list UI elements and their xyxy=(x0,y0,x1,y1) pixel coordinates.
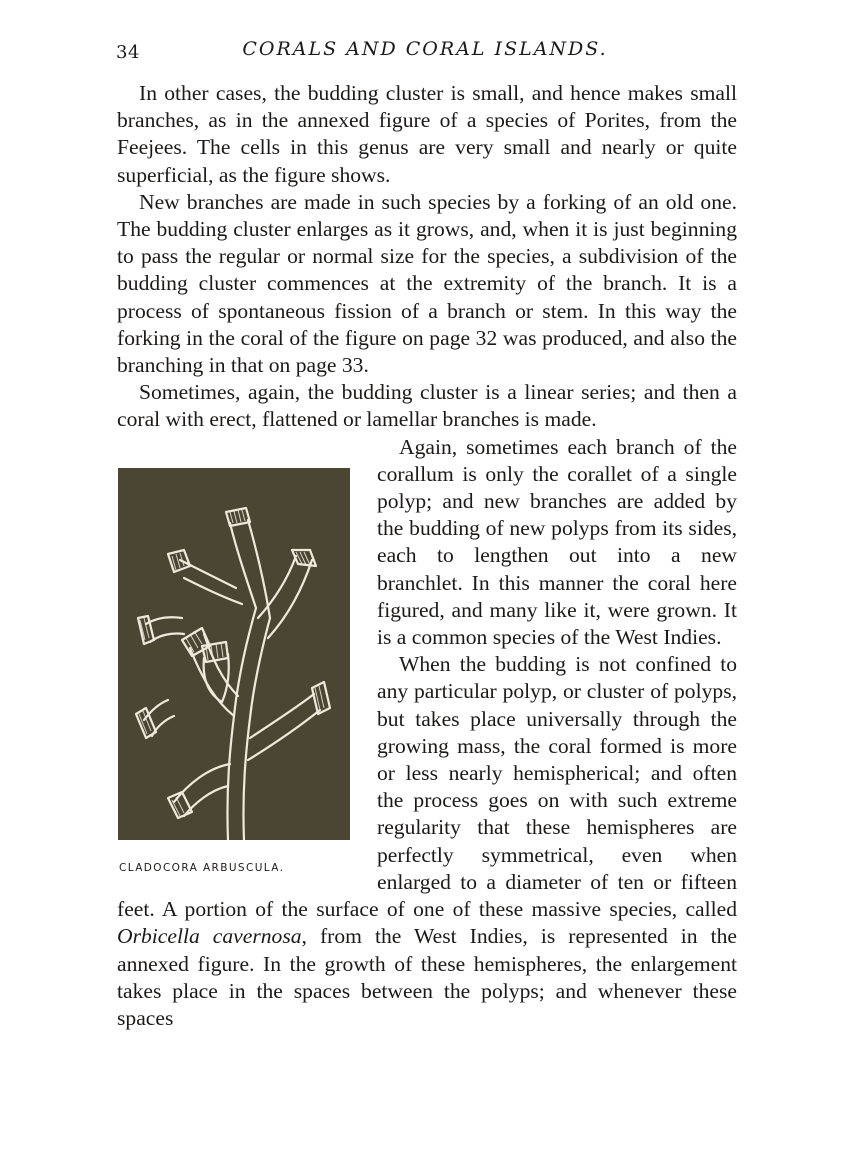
species-name: Orbicella cavernosa xyxy=(117,924,302,949)
figure-caption: CLADOCORA ARBUSCULA. xyxy=(119,861,285,874)
page-number: 34 xyxy=(116,42,140,63)
paragraph-text-end: , from the West Indies, is represented in the annexed figure. In the growth of these hemispheres, the enlargement takes place in the spaces between the polyps; and whenever these spaces xyxy=(117,924,737,1030)
paragraph-linear-series: Sometimes, again, the budding cluster is a linear series; and then a coral with erect, flattened or lamellar branches is made. xyxy=(117,380,737,432)
coral-illustration xyxy=(118,468,350,840)
paragraph-single-polyp: Again, sometimes each branch of the corallum is only the corallet of a single polyp; and new branches are added by the budding of new polyps from its sides, each to lengthen out into a new branchlet. In this manner the coral here figured, and many like it, were grown. It is a common species of the West Indies. xyxy=(377,434,737,650)
paragraph-forking: New branches are made in such species by a forking of an old one. The budding cluster enlarges as it grows, and, when it is just beginning to pass the regular or normal size for the species, a subdivision of the budding cluster commences at the extremity of the branch. It is a process of spontaneous fission of a branch or stem. In this way the forking in the coral of the figure on page 32 was produced, and also the branching in that on page 33. xyxy=(117,189,737,378)
running-title: CORALS AND CORAL ISLANDS. xyxy=(242,38,608,60)
figure-cladocora xyxy=(117,468,357,893)
body-text xyxy=(117,80,737,1032)
paragraph-text-start: When the budding is not confined to any particular polyp, or cluster of polyps, but takes place universally through the growing mass, the coral formed is more or less nearly hemispherical; and often the process goes on with such extreme regularity that these hemispheres are perfectly symmetrical, even when enlarged to a diameter of ten or fifteen feet. A portion of the surface of one of these massive species, called xyxy=(117,652,737,922)
paragraph-porites: In other cases, the budding cluster is small, and hence makes small branches, as in the annexed figure of a species of Porites, from the Feejees. The cells in this genus are very small and nearly or quite superficial, as the figure shows. xyxy=(117,81,737,187)
